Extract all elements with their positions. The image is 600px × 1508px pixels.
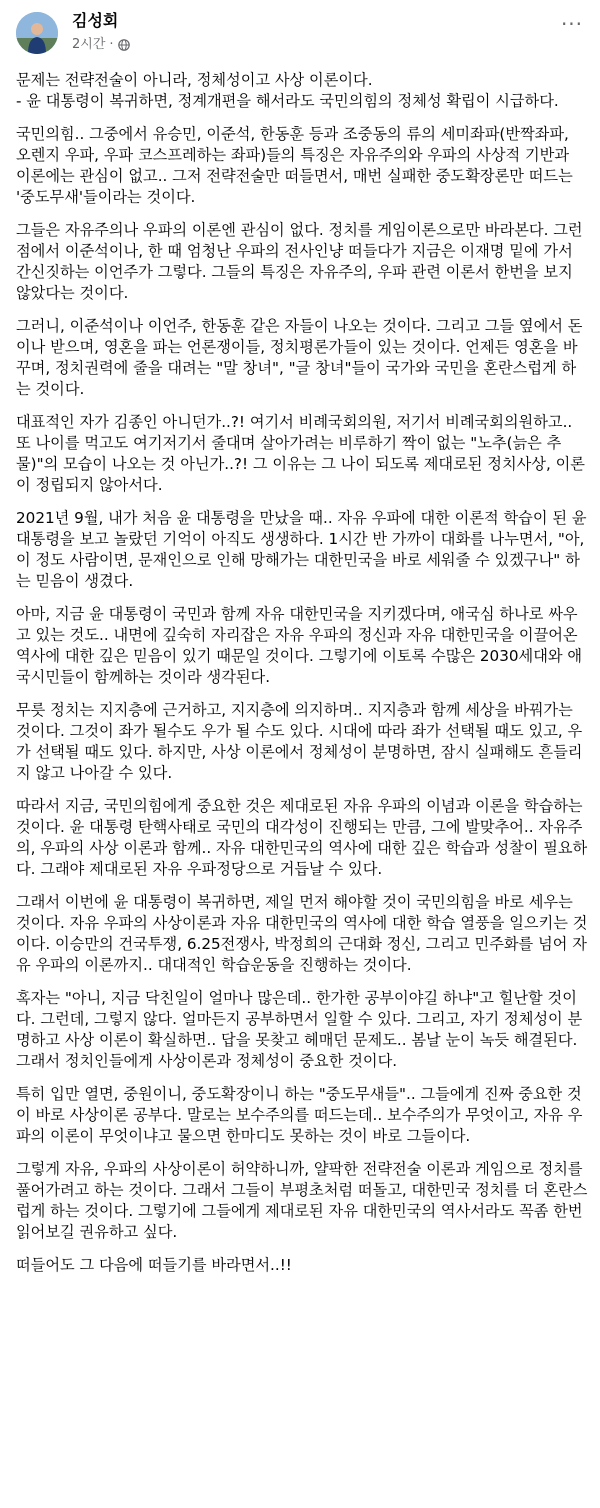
post-paragraph: 2021년 9월, 내가 처음 윤 대통령을 만났을 때.. 자유 우파에 대한 이론적 학습이 된 윤 대통령을 보고 놀랐던 기억이 아직도 생생하다. 1시간 반 가까이 대화를 나누면서, "아, 이 정도 사람이면, 문재인으로 인해 망해가는 대한민국을 바로 세워줄 수 있겠구나" 하는 믿음이 생겼다. xyxy=(16,509,587,590)
post-paragraph: 떠들어도 그 다음에 떠들기를 바라면서..!! xyxy=(16,1256,292,1274)
globe-icon xyxy=(118,39,130,51)
post-paragraph: 대표적인 자가 김종인 아니던가..?! 여기서 비례국회의원, 저기서 비례국회의원하고.. 또 나이를 먹고도 여기저기서 줄대며 살아가려는 비루하기 짝이 없는 "노추(늙은 추물)"의 모습이 나오는 것 아닌가..?! 그 이유는 그 나이 되도록 제대로된 정치사상, 이론이 정립되지 않아서다. xyxy=(16,413,585,494)
post-body xyxy=(16,70,588,1288)
avatar-photo-icon xyxy=(16,12,58,54)
author-name[interactable]: 김성회 xyxy=(72,11,119,30)
post-paragraph: 특히 입만 열면, 중원이니, 중도확장이니 하는 "중도무새들".. 그들에게 진짜 중요한 것이 바로 사상이론 공부다. 말로는 보수주의를 떠드는데.. 보수주의가 무엇이고, 자유 우파의 이론이 무엇이냐고 물으면 한마디도 못하는 것이 바로 그들이다. xyxy=(16,1085,583,1145)
more-options-button[interactable]: ··· xyxy=(560,12,584,36)
post-header xyxy=(0,0,600,70)
post-paragraph: 그렇게 자유, 우파의 사상이론이 허약하니까, 얄팍한 전략전술 이론과 게임으로 정치를 풀어가려고 하는 것이다. 그래서 그들이 부평초처럼 떠돌고, 대한민국 정치를 더 혼란스럽게 하는 것이다. 그렇기에 그들에게 제대로된 자유 대한민국의 역사서라도 꼭좀 한번 읽어보길 권유하고 싶다. xyxy=(16,1160,588,1241)
post-paragraph: 그들은 자유주의나 우파의 이론엔 관심이 없다. 정치를 게임이론으로만 바라본다. 그런 점에서 이준석이나, 한 때 엄청난 우파의 전사인냥 떠들다가 지금은 이재명 밑에 가서 간신짓하는 이언주가 그렇다. 그들의 특징은 자유주의, 우파 관련 이론서 한번을 보지 않았다는 것이다. xyxy=(16,221,583,302)
author-avatar[interactable] xyxy=(16,12,58,54)
post-paragraph: 그래서 이번에 윤 대통령이 복귀하면, 제일 먼저 해야할 것이 국민의힘을 바로 세우는 것이다. 자유 우파의 사상이론과 자유 대한민국의 역사에 대한 학습 열풍을 일으키는 것이다. 이승만의 건국투쟁, 6.25전쟁사, 박정희의 근대화 정신, 그리고 민주화를 넘어 자유 우파의 이론까지.. 대대적인 학습운동을 진행하는 것이다. xyxy=(16,893,588,974)
post-paragraph: 문제는 전략전술이 아니라, 정체성이고 사상 이론이다. - 윤 대통령이 복귀하면, 정계개편을 해서라도 국민의힘의 정체성 확립이 시급하다. xyxy=(16,71,559,110)
post-paragraph: 따라서 지금, 국민의힘에게 중요한 것은 제대로된 자유 우파의 이념과 이론을 학습하는 것이다. 윤 대통령 탄핵사태로 국민의 대각성이 진행되는 만큼, 그에 발맞추어.. 자유주의, 우파의 사상 이론과 함께.. 자유 대한민국의 역사에 대한 깊은 학습과 성찰이 필요하다. 그래야 제대로된 자유 우파정당으로 거듭날 수 있다. xyxy=(16,797,588,878)
post-paragraph: 국민의힘.. 그중에서 유승민, 이준석, 한동훈 등과 조중동의 류의 세미좌파(반짝좌파, 오렌지 우파, 우파 코스프레하는 좌파)들의 특징은 자유주의와 우파의 사상적 기반과 이론에는 관심이 없고.. 그저 전략전술만 떠들면서, 매번 실패한 중도확장론만 떠드는 '중도무새'들이라는 것이다. xyxy=(16,125,573,206)
post-time[interactable]: 2시간 xyxy=(72,37,106,52)
post-paragraph: 아마, 지금 윤 대통령이 국민과 함께 자유 대한민국을 지키겠다며, 애국심 하나로 싸우고 있는 것도.. 내면에 깊숙히 자리잡은 자유 우파의 정신과 자유 대한민국을 이끌어온 역사에 대한 깊은 믿음이 있기 때문일 것이다. 그렇기에 이토록 수많은 2030세대와 애국시민들이 함께하는 것이라 생각된다. xyxy=(16,605,583,686)
post-paragraph: 혹자는 "아니, 지금 닥친일이 얼마나 많은데.. 한가한 공부이야길 하냐"고 힐난할 것이다. 그런데, 그렇지 않다. 얼마든지 공부하면서 일할 수 있다. 그리고, 자기 정체성이 분명하고 사상 이론이 확실하면.. 답을 못찾고 헤매던 문제도.. 봄날 눈이 녹듯 해결된다. 그래서 정치인들에게 사상이론과 정체성이 중요한 것이다. xyxy=(16,989,583,1070)
post-paragraph: 그러니, 이준석이나 이언주, 한동훈 같은 자들이 나오는 것이다. 그리고 그들 옆에서 돈이나 받으며, 영혼을 파는 언론쟁이들, 정치평론가들이 있는 것이다. 언제든 영혼을 바꾸며, 정치권력에 줄을 대려는 "말 창녀", "글 창녀"들이 국가와 국민을 혼란스럽게 하는 것이다. xyxy=(16,317,583,398)
post-meta xyxy=(72,37,130,53)
meta-separator: · xyxy=(109,37,114,52)
post-paragraph: 무릇 정치는 지지층에 근거하고, 지지층에 의지하며.. 지지층과 함께 세상을 바꿔가는 것이다. 그것이 좌가 될수도 우가 될 수도 있다. 시대에 따라 좌가 선택될 때도 있고, 우가 선택될 때도 있다. 하지만, 사상 이론에서 정체성이 분명하면, 잠시 실패해도 흔들리지 않고 나아갈 수 있다. xyxy=(16,701,583,782)
